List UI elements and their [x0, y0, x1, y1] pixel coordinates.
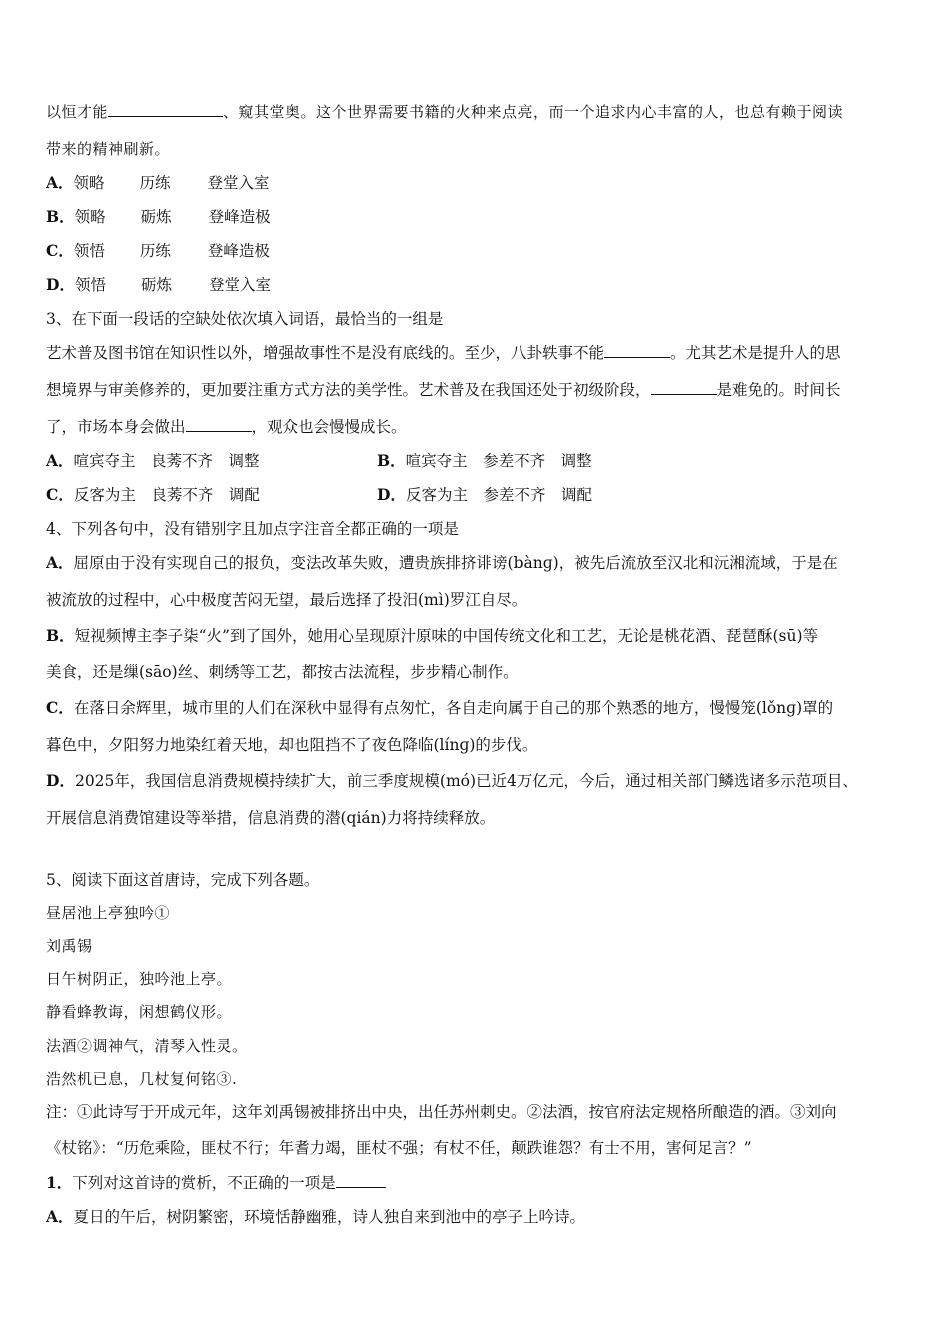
option-text: 反客为主 良莠不齐 调配 [73, 486, 260, 504]
poem-note-line-1: 注：①此诗写于开成元年，这年刘禹锡被排挤出中央，出任苏州刺史。②法酒，按官府法定规格所酿造的酒。③刘向 [46, 1103, 837, 1121]
blank-underline [108, 102, 223, 117]
option-letter: A． [46, 173, 74, 192]
q4-option-d-line-1 [46, 771, 858, 791]
q4-stem: 4、下列各句中，没有错别字且加点字注音全都正确的一项是 [46, 520, 459, 538]
option-text: 屈原由于没有实现自己的报负，变法改革失败，遭贵族排挤诽谤(bànɡ)，被先后流放至汉北和沅湘流域，于是在 [73, 554, 838, 572]
option-word: 砺炼 [140, 276, 172, 294]
q2-option-a [46, 173, 270, 193]
q2-option-b [46, 207, 271, 227]
q3-passage-line-1 [46, 343, 841, 363]
q4-option-b-line-2: 美食，还是缫(sāo)丝、刺绣等工艺，都按古法流程，步步精心制作。 [46, 663, 519, 681]
option-text: 夏日的午后，树阴繁密，环境恬静幽雅，诗人独自来到池中的亭子上吟诗。 [73, 1208, 586, 1226]
text-segment: 以恒才能 [46, 103, 109, 121]
option-word: 历练 [139, 242, 171, 260]
text-segment: 艺术普及图书馆在知识性以外，增强故事性不是没有底线的。至少，八卦轶事不能 [46, 344, 605, 362]
option-text: 短视频博主李子柒“火”到了国外，她用心呈现原汁原味的中国传统文化和工艺，无论是桃花酒、琵琶酥(sū)等 [74, 627, 818, 645]
option-letter: A． [46, 553, 74, 572]
option-text: 喧宾夺主 参差不齐 调整 [405, 452, 592, 470]
option-text: 反客为主 参差不齐 调配 [405, 486, 592, 504]
option-word: 登峰造极 [207, 242, 270, 260]
blank-underline [604, 343, 670, 358]
option-letter: D． [46, 771, 75, 790]
option-word: 历练 [139, 174, 171, 192]
blank-underline [651, 380, 717, 395]
option-letter: B． [46, 207, 75, 226]
option-letter: B． [46, 626, 75, 645]
poem-line-3: 法酒②调神气，清琴入性灵。 [46, 1037, 248, 1055]
option-letter: A． [46, 451, 74, 470]
q5-subquestion-1 [46, 1173, 386, 1193]
poem-line-4: 浩然机已息，几杖复何铭③. [46, 1070, 238, 1088]
q3-stem: 3、在下面一段话的空缺处依次填入词语，最恰当的一组是 [46, 310, 444, 328]
poem-author: 刘禹锡 [46, 937, 93, 955]
option-word: 登堂入室 [208, 276, 271, 294]
option-letter: D． [46, 275, 75, 294]
q3-option-b [377, 451, 592, 471]
option-word: 领略 [73, 174, 105, 192]
poem-line-1: 日午树阴正，独吟池上亭。 [46, 970, 233, 988]
q4-option-d-line-2: 开展信息消费馆建设等举措，信息消费的潜(qián)力将持续释放。 [46, 809, 496, 827]
q2-option-d [46, 275, 271, 295]
text-segment: 。尤其艺术是提升人的思 [670, 344, 841, 362]
option-text: 喧宾夺主 良莠不齐 调整 [73, 452, 260, 470]
q2-text-line-2: 带来的精神刷新。 [46, 140, 171, 158]
option-letter: A． [46, 1207, 74, 1226]
option-word: 登堂入室 [207, 174, 270, 192]
option-letter: D． [377, 485, 406, 504]
q3-passage-line-2 [46, 380, 841, 400]
poem-line-2: 静看蜂教诲，闲想鹤仪形。 [46, 1003, 233, 1021]
option-text: 2025年，我国信息消费规模持续扩大，前三季度规模(mó)已近4万亿元，今后，通过相关部门鳞选诸多示范项目、 [74, 772, 858, 790]
text-segment: 是难免的。时间长 [716, 381, 841, 399]
option-word: 领悟 [74, 276, 106, 294]
option-word: 领略 [74, 208, 106, 226]
option-word: 登峰造极 [208, 208, 271, 226]
poem-note-line-2: 《杖铭》：“历危乘险，匪杖不行；年耆力竭，匪杖不强；有杖不任，颠跌谁怨？有士不用，害何足言？” [46, 1139, 752, 1157]
q5-sub1-option-a [46, 1207, 585, 1227]
q2-option-c [46, 241, 270, 261]
option-letter: B． [377, 451, 406, 470]
poem-title: 昼居池上亭独吟① [46, 904, 171, 922]
q3-passage-line-3 [46, 417, 407, 437]
q3-option-c [46, 485, 260, 505]
option-text: 在落日余辉里，城市里的人们在深秋中显得有点匆忙，各自走向属于自己的那个熟悉的地方，慢慢笼(lǒnɡ)罩的 [73, 699, 834, 717]
q4-option-b-line-1 [46, 626, 818, 646]
text-segment: 了，市场本身会做出 [46, 418, 186, 436]
option-letter: C． [46, 698, 74, 717]
option-word: 领悟 [73, 242, 105, 260]
blank-underline [186, 417, 252, 432]
q5-stem: 5、阅读下面这首唐诗，完成下列各题。 [46, 871, 320, 889]
option-letter: C． [46, 485, 74, 504]
subquestion-number: 1． [46, 1173, 73, 1192]
q4-option-a-line-2: 被流放的过程中，心中极度苦闷无望，最后选择了投汨(mì)罗江自尽。 [46, 591, 528, 609]
text-segment: 、窥其堂奥。这个世界需要书籍的火种来点亮，而一个追求内心丰富的人，也总有赖于阅读 [223, 103, 844, 121]
option-letter: C． [46, 241, 74, 260]
q4-option-c-line-1 [46, 698, 833, 718]
subquestion-text: 下列对这首诗的赏析，不正确的一项是 [72, 1174, 336, 1192]
q4-option-c-line-2: 暮色中，夕阳努力地染红着天地，却也阻挡不了夜色降临(línɡ)的步伐。 [46, 736, 538, 754]
option-word: 砺炼 [140, 208, 172, 226]
q3-option-d [377, 485, 592, 505]
q4-option-a-line-1 [46, 553, 838, 573]
text-segment: 想境界与审美修养的，更加要注重方式方法的美学性。艺术普及在我国还处于初级阶段， [46, 381, 651, 399]
text-segment: ，观众也会慢慢成长。 [251, 418, 407, 436]
q3-option-a [46, 451, 260, 471]
q2-text-line-1 [46, 102, 843, 122]
blank-underline [336, 1173, 386, 1188]
